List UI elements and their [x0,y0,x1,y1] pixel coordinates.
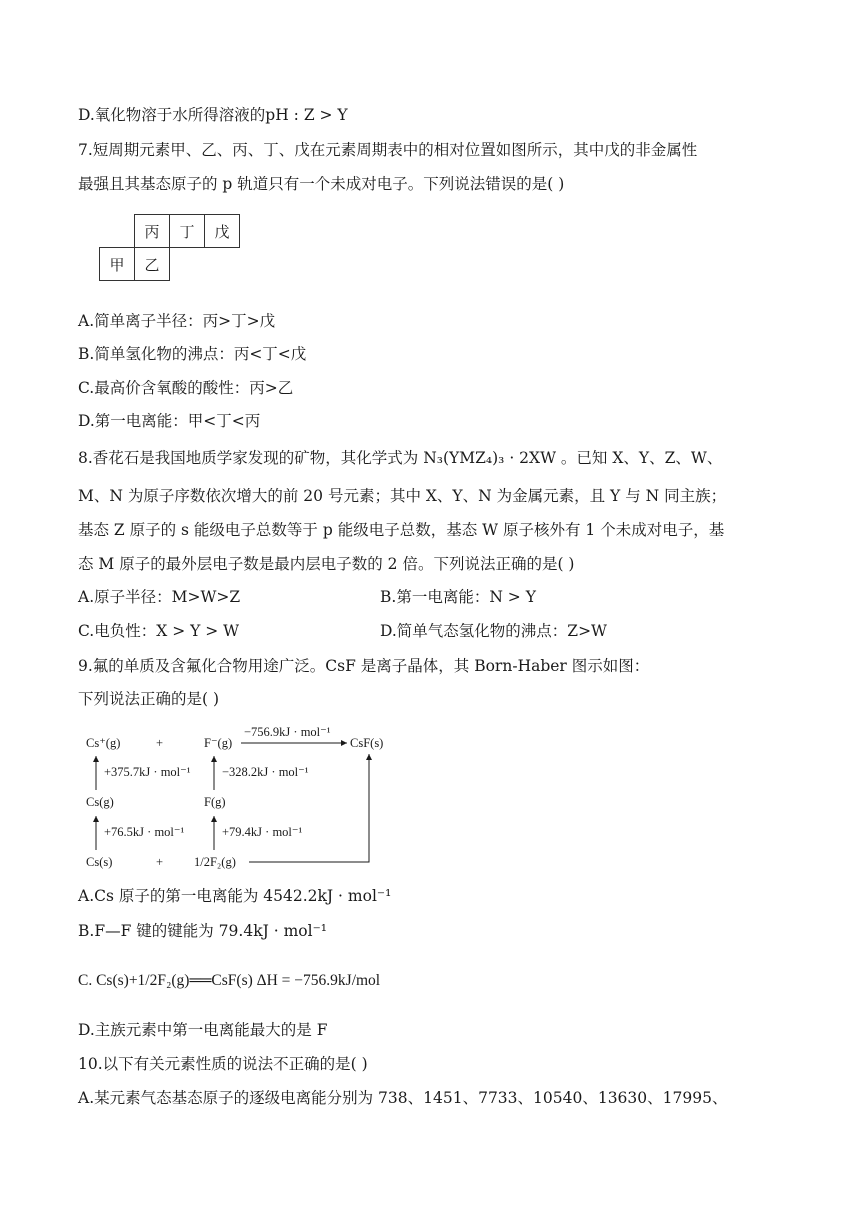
q9-option-a: A.Cs 原子的第一电离能为 4542.2kJ · mol⁻¹ [78,887,392,905]
q7-option-b: B.简单氢化物的沸点：丙<丁<戊 [78,345,307,363]
q8-option-c: C.电负性：X > Y > W [78,622,240,640]
born-haber-diagram [84,722,404,872]
cs-sublimation-energy: +76.5kJ · mol⁻¹ [104,825,185,839]
cell-wu: 戊 [204,214,240,248]
q8-option-b: B.第一电离能：N > Y [380,588,536,606]
q7-option-d: D.第一电离能：甲<丁<丙 [78,412,261,430]
q10-option-a: A.某元素气态基态原子的逐级电离能分别为 738、1451、7733、10540、13630、17995、 [78,1089,728,1107]
cs-ion-label: Cs⁺(g) [86,736,121,750]
q9-option-b: B.F—F 键的键能为 79.4kJ · mol⁻¹ [78,922,327,940]
cell-bing: 丙 [134,214,170,248]
q8-stem-line4: 态 M 原子的最外层电子数是最内层电子数的 2 倍。下列说法正确的是( ) [78,555,575,573]
q6-option-d: D.氧化物溶于水所得溶液的pH : Z > Y [78,106,348,124]
q8-stem-line2: M、N 为原子序数依次增大的前 20 号元素；其中 X、Y、N 为金属元素，且 Y 与 N 同主族； [78,487,727,505]
cell-yi: 乙 [134,247,170,281]
q7-option-c: C.最高价含氧酸的酸性：丙>乙 [78,379,294,397]
f-electron-affinity: −328.2kJ · mol⁻¹ [222,765,309,779]
lattice-energy-label: −756.9kJ · mol⁻¹ [244,725,331,739]
f2-gas-label: 1/2F₂(g) [194,855,236,869]
csf-label: CsF(s) [350,736,384,750]
q7-stem-line1: 7.短周期元素甲、乙、丙、丁、戊在元素周期表中的相对位置如图所示，其中戊的非金属性 [78,141,698,159]
q8-option-a: A.原子半径：M>W>Z [78,588,241,606]
cs-ionization-energy: +375.7kJ · mol⁻¹ [104,765,191,779]
q9-option-d: D.主族元素中第一电离能最大的是 F [78,1021,328,1039]
q9-option-c: C. Cs(s)+1/2F₂(g)══CsF(s) ΔH = −756.9kJ/mol [78,972,381,989]
q8-option-d: D.简单气态氢化物的沸点：Z>W [380,622,607,640]
q8-stem-line1: 8.香花石是我国地质学家发现的矿物，其化学式为 N₃(YMZ₄)₃ · 2XW 。已知 X、Y、Z、W、 [78,449,723,467]
q9-stem-line2: 下列说法正确的是( ) [78,690,220,708]
cs-gas-label: Cs(g) [86,795,114,809]
cs-solid-label: Cs(s) [86,855,113,869]
q7-option-a: A.简单离子半径：丙>丁>戊 [78,312,276,330]
plus-sign-bottom: + [156,855,164,869]
plus-sign-top: + [156,736,164,750]
f-ion-label: F⁻(g) [204,736,233,750]
q9-stem-line1: 9.氟的单质及含氟化合物用途广泛。CsF 是离子晶体，其 Born-Haber 图示如图： [78,657,650,675]
f-gas-label: F(g) [204,795,226,809]
f2-dissociation-energy: +79.4kJ · mol⁻¹ [222,825,303,839]
q8-stem-line3: 基态 Z 原子的 s 能级电子总数等于 p 能级电子总数，基态 W 原子核外有 1 个未成对电子，基 [78,521,725,539]
q10-stem: 10.以下有关元素性质的说法不正确的是( ) [78,1055,368,1073]
cell-jia: 甲 [99,247,135,281]
cell-ding: 丁 [169,214,205,248]
q7-stem-line2: 最强且其基态原子的 p 轨道只有一个未成对电子。下列说法错误的是( ) [78,175,565,193]
